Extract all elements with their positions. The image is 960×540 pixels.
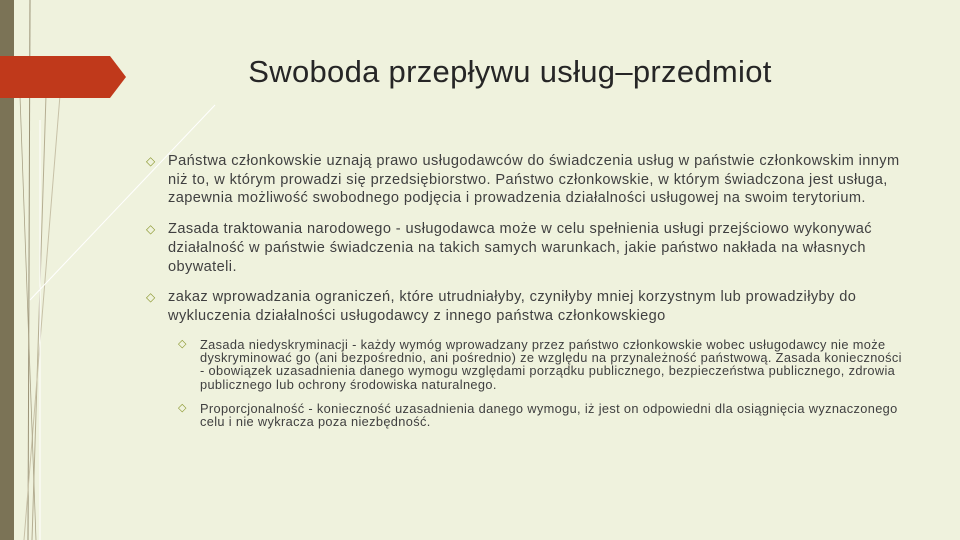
title-accent-tab <box>0 56 126 98</box>
slide-content <box>146 152 906 439</box>
bullet-text: Zasada traktowania narodowego - usługodawca może w celu spełnienia usługi przejściowo wykonywać działalność w państwie świadczenia na takich samych warunkach, jakie państwo nakłada na własnych obywateli. <box>168 221 872 275</box>
sub-bullet-text: Zasada niedyskryminacji - każdy wymóg wprowadzany przez państwo członkowskie wobec usługodawcy nie może dyskryminować go (ani bezpośrednio, ani pośrednio) ze względu na przynależność państwową. Zasada konieczności - obowiązek uzasadnienia danego wymogu względami porządku publicznego, bezpieczeństwa publicznego, zdrowia publicznego lub ochrony środowiska naturalnego. <box>200 336 902 392</box>
sub-bullet-text: Proporcjonalność - konieczność uzasadnienia danego wymogu, iż jest on odpowiedni dla osiągnięcia wyznaczonego celu i nie wykracza poza niezbędność. <box>200 400 898 430</box>
diamond-outline-icon: ◇ <box>178 337 187 350</box>
bullet-item <box>146 152 906 208</box>
sub-bullet-item <box>178 338 906 391</box>
bullet-text: Państwa członkowskie uznają prawo usługodawców do świadczenia usług w państwie członkowskim innym niż to, w którym prowadzi się przedsiębiorstwo. Państwo członkowskie, w którym świadczona jest usługa, zapewnia możliwość swobodnego podjęcia i prowadzenia działalności usługowej na swoim terytorium. <box>168 153 900 207</box>
diamond-outline-icon: ◇ <box>146 290 156 305</box>
diamond-outline-icon: ◇ <box>146 154 156 168</box>
bullet-text: zakaz wprowadzania ograniczeń, które utrudniałyby, czyniłyby mniej korzystnym lub prowadziłyby do wykluczenia działalności usługodawcy z innego państwa członkowskiego <box>168 289 857 324</box>
bullet-item <box>146 288 906 325</box>
diamond-outline-icon: ◇ <box>178 401 187 414</box>
sub-bullet-item <box>178 402 906 429</box>
slide-title: Swoboda przepływu usług–przedmiot <box>248 54 772 89</box>
bullet-item <box>146 220 906 276</box>
diamond-outline-icon: ◇ <box>146 222 156 237</box>
